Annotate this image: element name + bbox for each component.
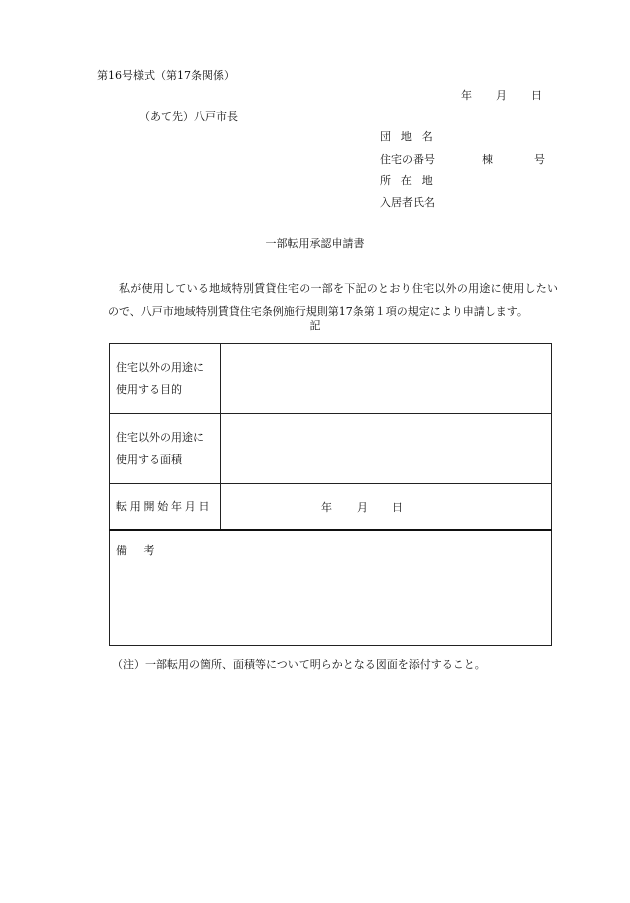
house-number-label: 住宅の番号 — [380, 153, 435, 166]
document-title: 一部転用承認申請書 — [265, 237, 365, 250]
remarks-field[interactable] — [110, 530, 552, 646]
area-label — [110, 414, 221, 484]
area-field[interactable] — [221, 414, 552, 484]
purpose-label-line1: 住宅以外の用途に — [116, 360, 204, 374]
start-date-day: 日 — [392, 500, 403, 514]
date-year-label: 年 — [461, 89, 472, 102]
application-table — [109, 343, 552, 646]
application-date — [461, 90, 542, 101]
purpose-label — [110, 344, 221, 414]
area-label-line1: 住宅以外の用途に — [116, 430, 204, 444]
building-unit-label: 棟 — [482, 153, 493, 166]
danchi-name-label: 団地名 — [380, 130, 443, 143]
purpose-field[interactable] — [221, 344, 552, 414]
room-unit-label: 号 — [534, 153, 545, 166]
application-statement: 私が使用している地域特別賃貸住宅の一部を下記のとおり住宅以外の用途に使用したいので、八戸市地域特別賃貸住宅条例施行規則第17条第１項の規定により申請します。 — [108, 282, 558, 318]
ki-heading: 記 — [309, 319, 321, 332]
attachment-note: （注）一部転用の箇所、面積等について明らかとなる図面を添付すること。 — [112, 658, 486, 671]
date-day-label: 日 — [531, 89, 542, 102]
location-label: 所在地 — [380, 174, 443, 187]
purpose-row — [110, 344, 552, 414]
addressee: （あて先）八戸市長 — [139, 110, 238, 123]
start-date-row — [110, 484, 552, 531]
purpose-label-line2: 使用する目的 — [116, 382, 182, 396]
remarks-row — [110, 530, 552, 646]
date-month-label: 月 — [496, 89, 507, 102]
start-date-month: 月 — [357, 500, 368, 514]
area-row — [110, 414, 552, 484]
start-date-year: 年 — [321, 500, 332, 514]
area-label-line2: 使用する面積 — [116, 452, 182, 466]
start-date-label: 転用開始年月日 — [110, 484, 221, 531]
form-number: 第16号様式（第17条関係） — [97, 69, 235, 82]
remarks-label: 備考 — [116, 544, 171, 557]
start-date-field[interactable] — [221, 484, 552, 531]
resident-name-label: 入居者氏名 — [380, 196, 435, 209]
